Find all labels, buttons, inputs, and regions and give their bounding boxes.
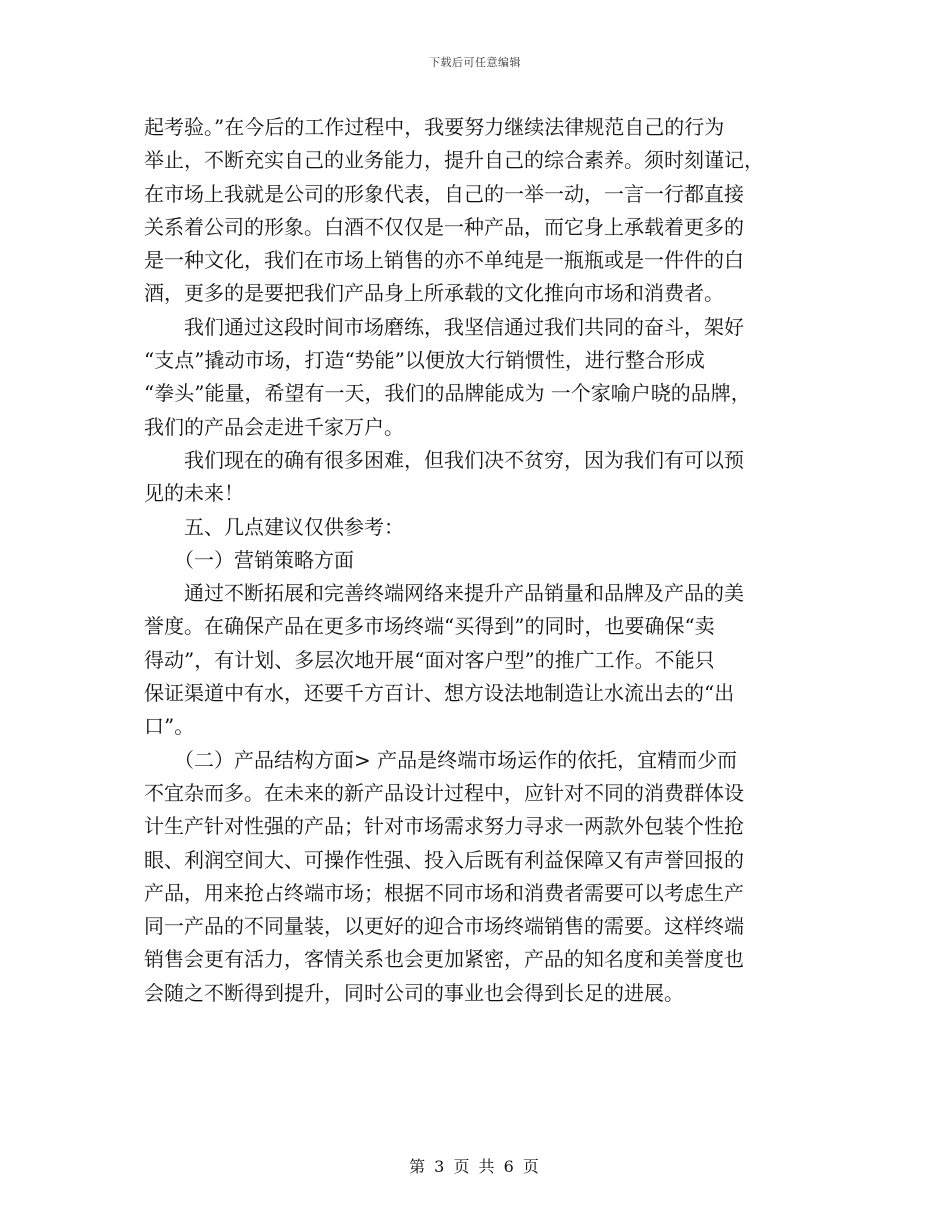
body-line: “支点”撬动市场，打造“势能”以便放大行销惯性，进行整合形成 bbox=[144, 348, 705, 373]
body-line: 誉度。在确保产品在更多市场终端“买得到”的同时，也要确保“卖 bbox=[144, 614, 715, 639]
document-body bbox=[144, 111, 824, 1010]
body-line: （二）产品结构方面> 产品是终端市场运作的依托，宜精而少而 bbox=[144, 747, 738, 772]
body-line: 见的未来！ bbox=[144, 481, 244, 506]
body-line: 口”。 bbox=[144, 714, 195, 739]
body-line: 眼、利润空间大、可操作性强、投入后既有利益保障又有声誉回报的 bbox=[144, 847, 744, 872]
page-number: 第 3 页 共 6 页 bbox=[409, 1157, 541, 1176]
body-line: 我们现在的确有很多困难，但我们决不贫穷，因为我们有可以预 bbox=[144, 447, 744, 472]
subsection-heading: （一）营销策略方面 bbox=[144, 547, 354, 572]
section-heading: 五、几点建议仅供参考： bbox=[144, 514, 404, 539]
body-line: “拳头”能量，希望有一天，我们的品牌能成为 一个家喻户晓的品牌， bbox=[144, 381, 751, 406]
body-line: 我们的产品会走进千家万户。 bbox=[144, 414, 404, 439]
body-line: 得动”，有计划、多层次地开展“面对客户型”的推广工作。不能只 bbox=[144, 647, 715, 672]
body-line: 我们通过这段时间市场磨练，我坚信通过我们共同的奋斗，架好 bbox=[144, 314, 744, 339]
body-line: 起考验。”在今后的工作过程中，我要努力继续法律规范自己的行为 bbox=[144, 115, 725, 139]
page-header: 下载后可任意编辑 bbox=[429, 56, 521, 69]
body-line: 同一产品的不同量装，以更好的迎合市场终端销售的需要。这样终端 bbox=[144, 914, 744, 939]
body-line: 计生产针对性强的产品；针对市场需求努力寻求一两款外包装个性抢 bbox=[144, 814, 744, 839]
body-line: 酒，更多的是要把我们产品身上所承载的文化推向市场和消费者。 bbox=[144, 281, 724, 306]
body-line: 不宜杂而多。在未来的新产品设计过程中，应针对不同的消费群体设 bbox=[144, 780, 744, 805]
body-line: 会随之不断得到提升，同时公司的事业也会得到长足的进展。 bbox=[144, 980, 684, 1005]
body-line: 产品，用来抢占终端市场；根据不同市场和消费者需要可以考虑生产 bbox=[144, 880, 744, 905]
body-line: 举止，不断充实自己的业务能力，提升自己的综合素养。须时刻谨记， bbox=[144, 148, 764, 173]
body-line: 是一种文化，我们在市场上销售的亦不单纯是一瓶瓶或是一件件的白 bbox=[144, 248, 744, 273]
body-line: 通过不断拓展和完善终端网络来提升产品销量和品牌及产品的美 bbox=[144, 581, 744, 606]
body-line: 关系着公司的形象。白酒不仅仅是一种产品，而它身上承载着更多的 bbox=[144, 214, 744, 239]
body-line: 销售会更有活力，客情关系也会更加紧密，产品的知名度和美誉度也 bbox=[144, 947, 744, 972]
body-line: 在市场上我就是公司的形象代表，自己的一举一动，一言一行都直接 bbox=[144, 181, 744, 206]
body-line: 保证渠道中有水，还要千方百计、想方设法地制造让水流出去的“出 bbox=[144, 681, 735, 706]
